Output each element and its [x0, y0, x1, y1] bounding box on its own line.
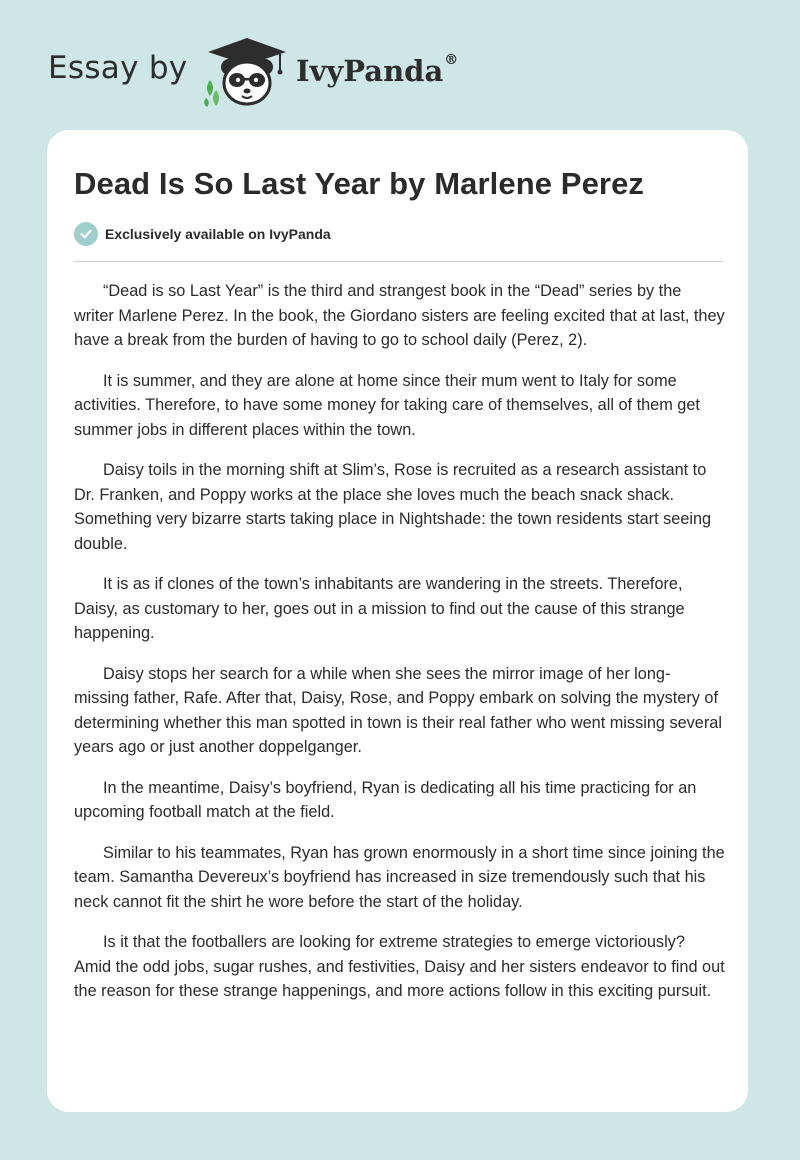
check-circle-icon	[74, 222, 98, 246]
paragraph-2: It is summer, and they are alone at home since their mum went to Italy for some activities. Therefore, to have some money for taking care of themselves, all of them get summer jobs in different places within the town.	[74, 371, 700, 439]
paragraph-6: In the meantime, Daisy’s boyfriend, Ryan is dedicating all his time practicing for an upcoming football match at the field.	[74, 778, 697, 821]
paragraph-5: Daisy stops her search for a while when she sees the mirror image of her long-missing father, Rafe. After that, Daisy, Rose, and Poppy embark on solving the mystery of determining whether this man spotted in town is their real father who went missing several years ago or just another doppelganger.	[74, 664, 722, 756]
paragraph-8: Is it that the footballers are looking for extreme strategies to emerge victoriously? Amid the odd jobs, sugar rushes, and festivities, Daisy and her sisters endeavor to find out the reason for these strange happenings, and more actions follow in this exciting pursuit.	[74, 933, 725, 1000]
exclusive-badge	[74, 222, 331, 246]
essay-body	[74, 279, 725, 1020]
panda-graduate-logo-icon[interactable]	[202, 36, 292, 108]
site-header	[0, 0, 800, 128]
title-divider	[74, 261, 723, 262]
paragraph-1: “Dead is so Last Year” is the third and strangest book in the “Dead” series by the writer Marlene Perez. In the book, the Giordano sisters are feeling excited that at last, they have a break from the burden of having to go to school daily (Perez, 2).	[74, 282, 725, 349]
paragraph-3: Daisy toils in the morning shift at Slim’s, Rose is recruited as a research assistant to Dr. Franken, and Poppy works at the place she loves much the beach snack shack. Something very bizarre starts taking place in Nightshade: the town residents start seeing double.	[74, 461, 712, 553]
essay-by-label: Essay by	[48, 50, 188, 86]
exclusive-label: Exclusively available on IvyPanda	[105, 226, 331, 242]
essay-card	[47, 130, 748, 1112]
ivypanda-brand[interactable]: IvyPanda®	[296, 52, 459, 88]
paragraph-7: Similar to his teammates, Ryan has grown enormously in a short time since joining the team. Samantha Devereux’s boyfriend has increased in size tremendously such that his neck cannot fit the shirt he wore before the start of the holiday.	[74, 843, 725, 911]
paragraph-4: It is as if clones of the town’s inhabitants are wandering in the streets. Therefore, Daisy, as customary to her, goes out in a mission to find out the cause of this strange happening.	[74, 575, 685, 642]
essay-title: Dead Is So Last Year by Marlene Perez	[74, 166, 645, 201]
